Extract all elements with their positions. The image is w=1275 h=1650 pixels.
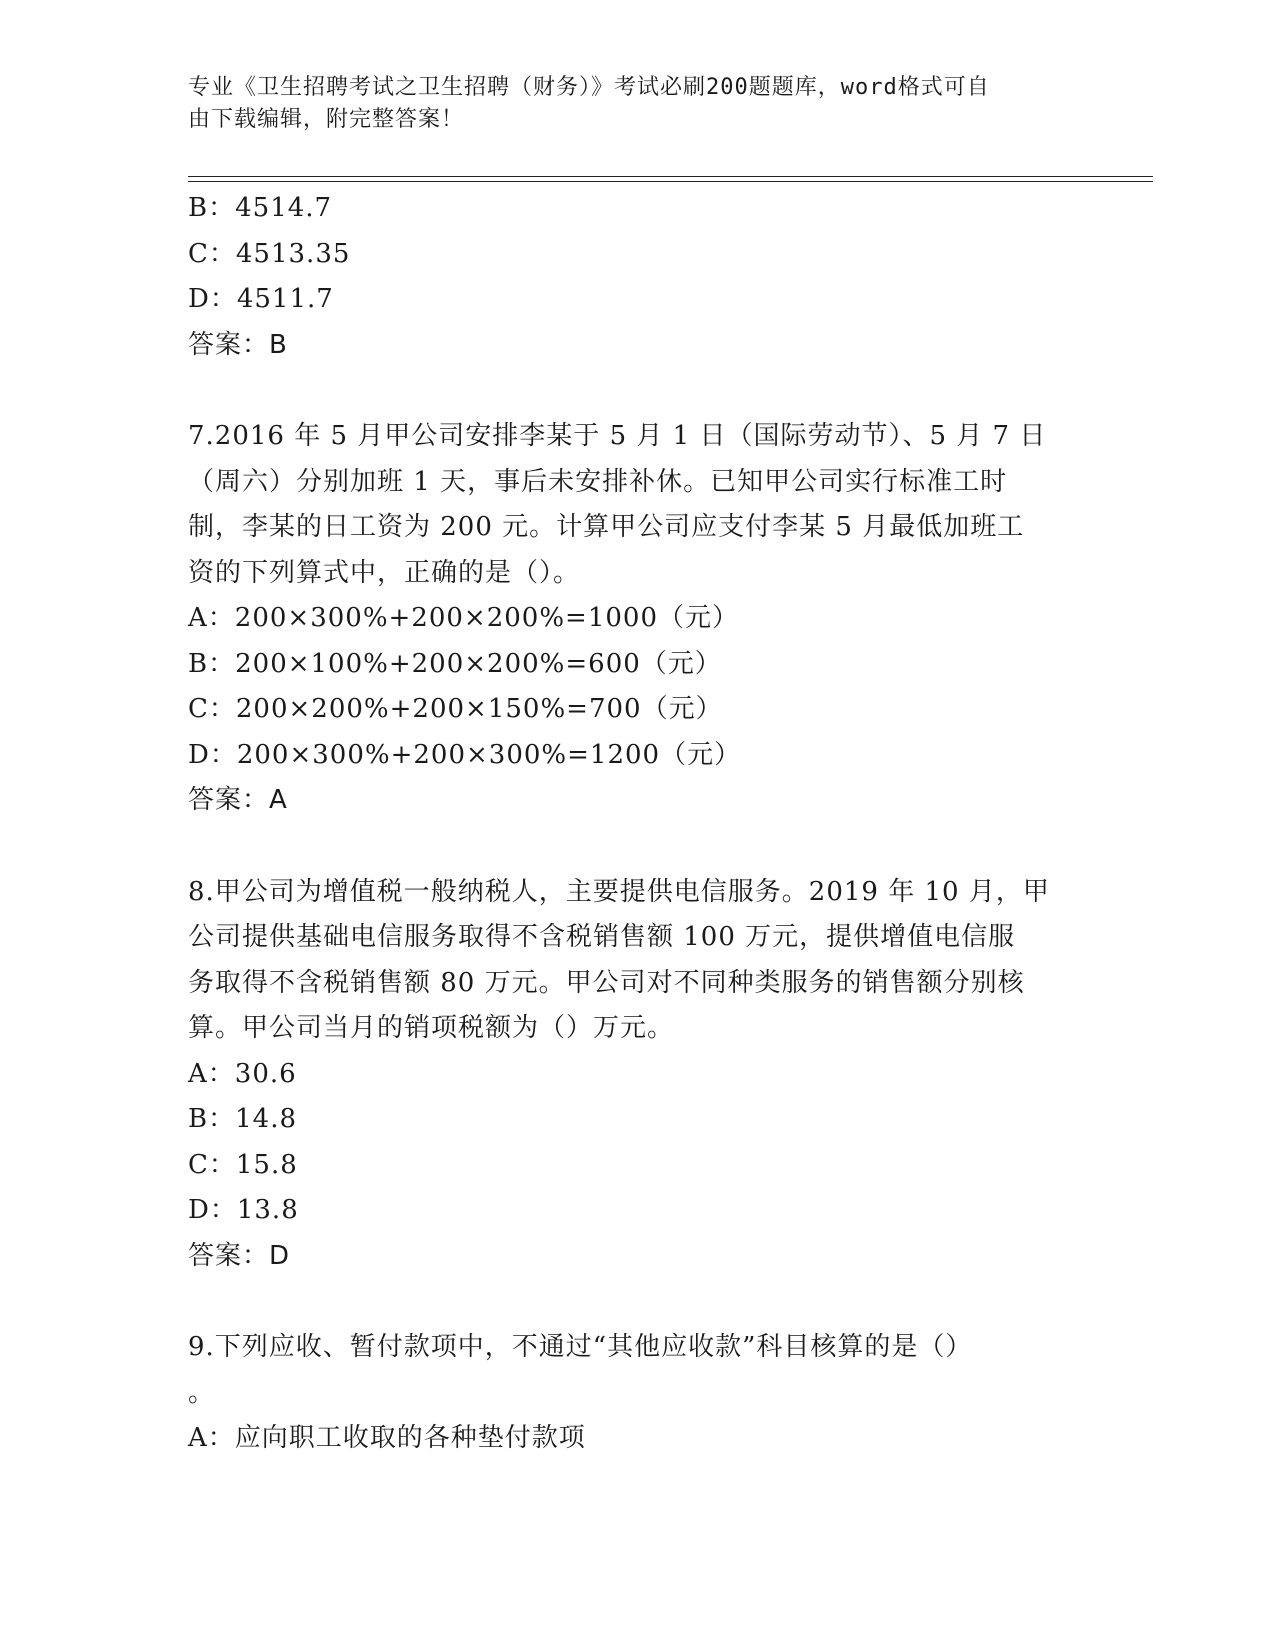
option-c: C：15.8 — [188, 1149, 298, 1180]
option-b: B：14.8 — [188, 1104, 297, 1134]
option-a: A：应向职工收取的各种垫付款项 — [188, 1423, 586, 1453]
answer-label: 答案：B — [188, 329, 288, 360]
document-body — [188, 186, 1088, 1462]
question-text-line: 务取得不含税销售额 80 万元。甲公司对不同种类服务的销售额分别核 — [188, 967, 1025, 998]
option-c: C：4513.35 — [188, 238, 351, 269]
question-text-line: （周六）分别加班 1 天，事后未安排补休。已知甲公司实行标准工时 — [188, 466, 1008, 497]
question-gap — [188, 368, 1088, 414]
option-c: C：200×200%+200×150%=700（元） — [188, 694, 723, 724]
question-text-line: 算。甲公司当月的销项税额为（）万元。 — [188, 1013, 675, 1043]
question-gap — [188, 824, 1088, 870]
header-line-1: 专业《卫生招聘考试之卫生招聘（财务）》考试必刷200题题库，word格式可自 — [188, 75, 990, 100]
header-divider-bottom — [188, 181, 1153, 182]
question-text-line: 。 — [188, 1377, 216, 1408]
question-7 — [188, 414, 1088, 824]
option-d: D：4511.7 — [188, 284, 334, 314]
question-text-line: 公司提供基础电信服务取得不含税销售额 100 万元，提供增值电信服 — [188, 922, 1016, 952]
option-d: D：200×300%+200×300%=1200（元） — [188, 739, 742, 770]
document-header — [188, 72, 1088, 136]
question-8 — [188, 870, 1088, 1280]
question-text-line: 制，李某的日工资为 200 元。计算甲公司应支付李某 5 月最低加班工 — [188, 512, 1025, 542]
question-text-line: 8.甲公司为增值税一般纳税人，主要提供电信服务。2019 年 10 月，甲 — [188, 876, 1050, 907]
answer-label: 答案：A — [188, 785, 288, 815]
option-b: B：200×100%+200×200%=600（元） — [188, 648, 722, 679]
option-a: A：30.6 — [188, 1058, 297, 1089]
question-text-line: 9.下列应收、暂付款项中，不通过“其他应收款”科目核算的是（） — [188, 1332, 973, 1362]
question-gap — [188, 1279, 1088, 1325]
question-9 — [188, 1325, 1088, 1462]
answer-label: 答案：D — [188, 1240, 291, 1271]
question-text-line: 资的下列算式中，正确的是（）。 — [188, 557, 581, 588]
option-d: D：13.8 — [188, 1195, 299, 1225]
question-6-tail — [188, 186, 1088, 368]
option-b: B：4514.7 — [188, 193, 333, 223]
question-text-line: 7.2016 年 5 月甲公司安排李某于 5 月 1 日（国际劳动节）、5 月 7 日 — [188, 421, 1047, 451]
header-line-2: 由下载编辑，附完整答案！ — [188, 107, 465, 132]
header-divider-top — [188, 176, 1153, 177]
option-a: A：200×300%+200×200%=1000（元） — [188, 603, 739, 633]
